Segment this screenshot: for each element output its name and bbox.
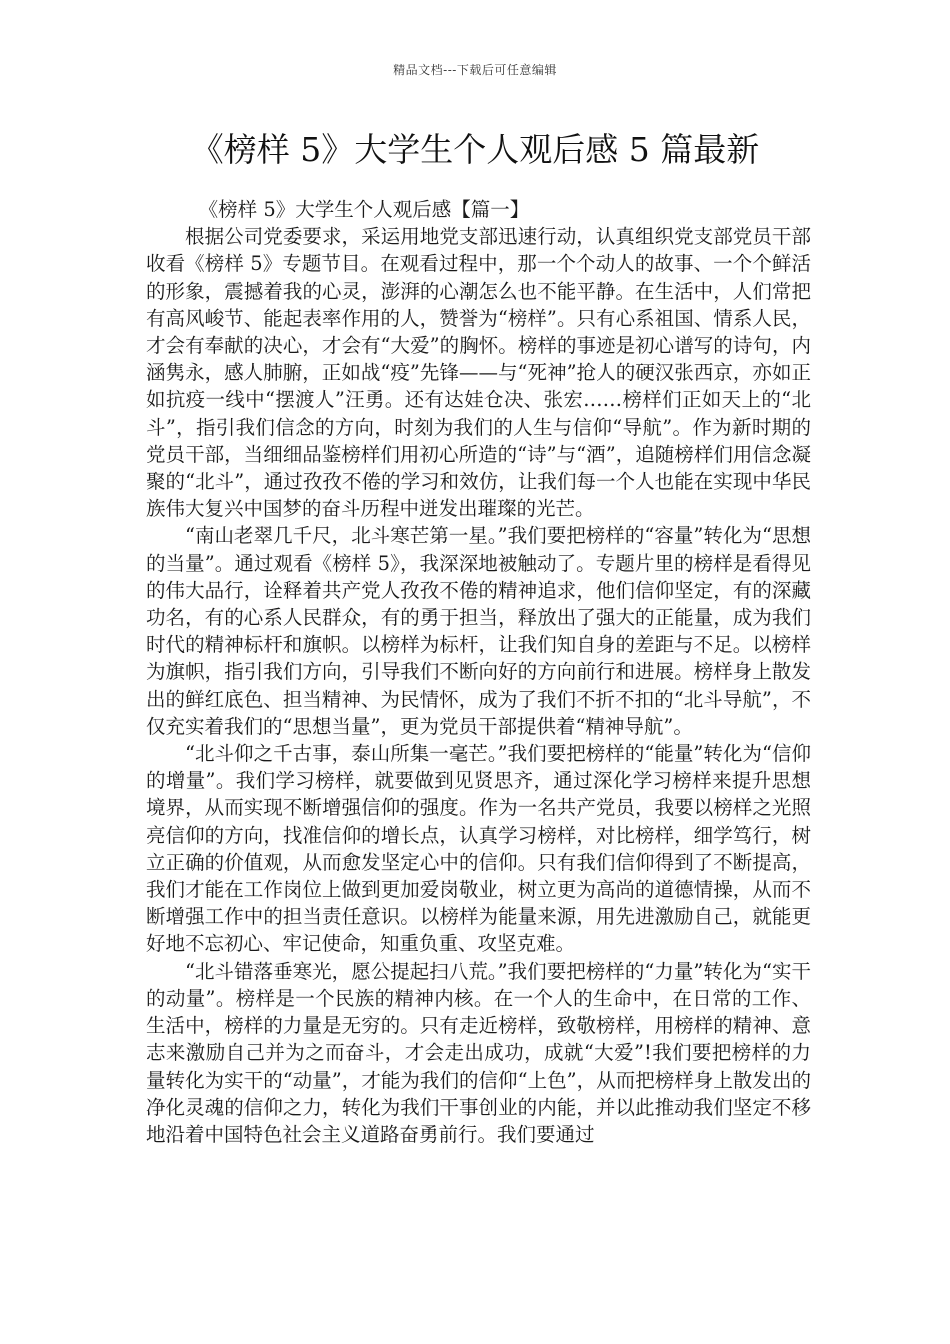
paragraph-2: “南山老翠几千尺，北斗寒芒第一星。”我们要把榜样的“容量”转化为“思想的当量”。通过观看《榜样 5》，我深深地被触动了。专题片里的榜样是看得见的伟大品行，诠释着共产党人孜孜不倦的精神追求，他们信仰坚定，有的深藏功名，有的心系人民群众，有的勇于担当，释放出了强大的正能量，成为我们时代的精神标杆和旗帜。以榜样为标杆，让我们知自身的差距与不足。以榜样为旗帜，指引我们方向，引导我们不断向好的方向前行和进展。榜样身上散发出的鲜红底色、担当精神、为民情怀，成为了我们不折不扣的“北斗导航”，不仅充实着我们的“思想当量”，更为党员干部提供着“精神导航”。 xyxy=(146,524,811,738)
document-body xyxy=(146,196,811,1148)
section-heading: 《榜样 5》大学生个人观后感【篇一】 xyxy=(198,198,530,221)
paragraph-3: “北斗仰之千古事，泰山所集一毫芒。”我们要把榜样的“能量”转化为“信仰的增量”。我们学习榜样，就要做到见贤思齐，通过深化学习榜样来提升思想境界，从而实现不断增强信仰的强度。作为一名共产党员，我要以榜样之光照亮信仰的方向，找准信仰的增长点，认真学习榜样，对比榜样，细学笃行，树立正确的价值观，从而愈发坚定心中的信仰。只有我们信仰得到了不断提高，我们才能在工作岗位上做到更加爱岗敬业，树立更为高尚的道德情操，从而不断增强工作中的担当责任意识。以榜样为能量来源，用先进激励自己，就能更好地不忘初心、牢记使命，知重负重、攻坚克难。 xyxy=(146,742,811,956)
paragraph-4: “北斗错落垂寒光，愿公提起扫八荒。”我们要把榜样的“力量”转化为“实干的动量”。榜样是一个民族的精神内核。在一个人的生命中，在日常的工作、生活中，榜样的力量是无穷的。只有走近榜样，致敬榜样，用榜样的精神、意志来激励自己并为之而奋斗，才会走出成功，成就“大爱”!我们要把榜样的力量转化为实干的“动量”，才能为我们的信仰“上色”，从而把榜样身上散发出的净化灵魂的信仰之力，转化为我们干事创业的内能，并以此推动我们坚定不移地沿着中国特色社会主义道路奋勇前行。我们要通过 xyxy=(146,959,811,1146)
paragraph-1: 根据公司党委要求，采运用地党支部迅速行动，认真组织党支部党员干部收看《榜样 5》专题节目。在观看过程中，那一个个动人的故事、一个个鲜活的形象，震撼着我的心灵，澎湃的心潮怎么也不能平静。在生活中，人们常把有高风峻节、能起表率作用的人，赞誉为“榜样”。只有心系祖国、情系人民，才会有奉献的决心，才会有“大爱”的胸怀。榜样的事迹是初心谱写的诗句，内涵隽永，感人肺腑，正如战“疫”先锋——与“死神”抢人的硬汉张西京，亦如正如抗疫一线中“摆渡人”汪勇。还有达娃仓决、张宏……榜样们正如天上的“北斗”，指引我们信念的方向，时刻为我们的人生与信仰“导航”。作为新时期的党员干部，当细细品鉴榜样们用初心所造的“诗”与“酒”，追随榜样们用信念凝聚的“北斗”，通过孜孜不倦的学习和效仿，让我们每一个人也能在实现中华民族伟大复兴中国梦的奋斗历程中迸发出璀璨的光芒。 xyxy=(146,225,811,521)
document-title: 《榜样 5》大学生个人观后感 5 篇最新 xyxy=(190,130,760,169)
page-header: 精品文档---下载后可任意编辑 xyxy=(393,63,557,77)
